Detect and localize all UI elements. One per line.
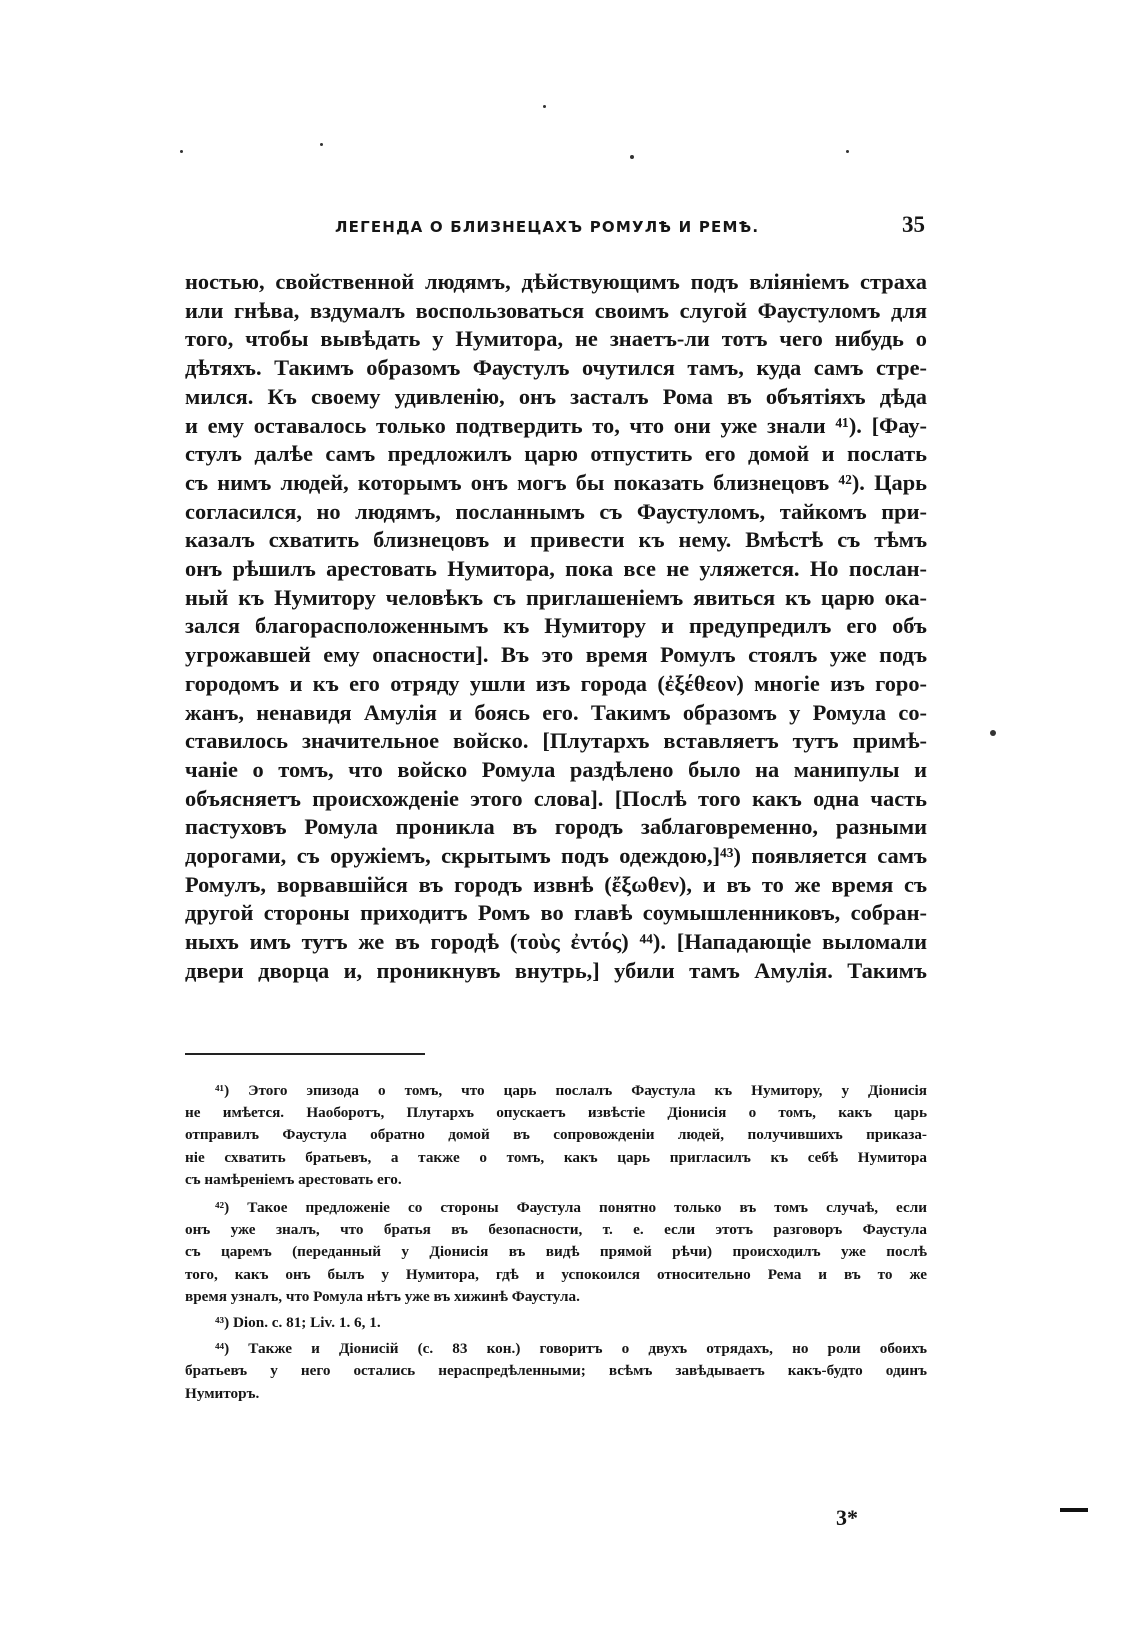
text-line: ставилось значительное войско. [Плутархъ вставляетъ тутъ примѣ- — [185, 728, 927, 754]
footnote-line: ніе схватить братьевъ, а также о томъ, какъ царь пригласилъ къ себѣ Нумитора — [185, 1148, 927, 1166]
scan-speck — [846, 150, 849, 153]
text-line: ныхъ имъ тутъ же въ городѣ (τοὺς ἐντός) ⁴⁴). [Нападающіе выломали — [185, 929, 927, 955]
text-line: городомъ и къ его отряду ушли изъ города (ἐξέθεον) многіе изъ горо- — [185, 670, 927, 696]
text-line: ностью, свойственной людямъ, дѣйствующимъ подъ вліяніемъ страха — [185, 269, 927, 294]
text-line: и ему оставалось только подтвердить то, что они уже знали ⁴¹). [Фау- — [185, 412, 927, 438]
text-line: съ нимъ людей, которымъ онъ могъ бы показать близнецовъ ⁴²). Царь — [185, 469, 927, 495]
footnote-line: того, какъ онъ былъ у Нумитора, гдѣ и успокоился относительно Рема и въ то же — [185, 1265, 927, 1283]
text-line: жанъ, ненавидя Амулія и боясь его. Такимъ образомъ у Ромула со- — [185, 699, 927, 725]
text-line: или гнѣва, вздумалъ воспользоваться своимъ слугой Фаустуломъ для — [185, 297, 927, 323]
page-number: 35 — [902, 212, 925, 237]
text-line: чаніе о томъ, что войско Ромула раздѣлено было на манипулы и — [185, 756, 927, 782]
footnote-line: съ царемъ (переданный у Діонисія въ видѣ прямой рѣчи) происходилъ уже послѣ — [185, 1243, 927, 1261]
scan-speck — [630, 155, 634, 159]
text-line: онъ рѣшилъ арестовать Нумитора, пока все не уляжется. Но послан- — [185, 556, 927, 582]
footnote-line: отправилъ Фаустула обратно домой въ сопровожденіи людей, получившихъ приказа- — [185, 1126, 927, 1144]
footnote-41 — [185, 1080, 927, 1191]
footnote-line: время узналъ, что Ромула нѣтъ уже въ хижинѣ Фаустула. — [185, 1287, 580, 1305]
text-line: объясняетъ происхожденіе этого слова]. [Послѣ того какъ одна часть — [185, 785, 927, 811]
text-line: Ромулъ, ворвавшійся въ городъ извнѣ (ἔξωθεν), и въ то же время съ — [185, 871, 927, 897]
running-title: ЛЕГЕНДА О БЛИЗНЕЦАХЪ РОМУЛѢ И РЕМѢ. — [335, 218, 760, 236]
text-line: мился. Къ своему удивленію, онъ засталъ Рома въ объятіяхъ дѣда — [185, 383, 927, 409]
footnote-line: Нумиторъ. — [185, 1384, 260, 1402]
footnote-43 — [185, 1312, 927, 1334]
footnote-line: онъ уже зналъ, что братья въ безопасности, т. е. если этотъ разговоръ Фаустула — [185, 1221, 927, 1239]
footnote-line: ⁴³) Dion. c. 81; Liv. 1. 6, 1. — [215, 1314, 381, 1332]
scan-speck — [543, 105, 546, 108]
text-line: ный къ Нумитору человѣкъ съ приглашеніемъ явиться къ царю ока- — [185, 584, 927, 610]
footnote-line: ⁴²) Такое предложеніе со стороны Фаустула понятно только въ томъ случаѣ, если — [215, 1199, 927, 1217]
text-line: стулъ далѣе самъ предложилъ царю отпустить его домой и послать — [185, 441, 927, 467]
footnote-line: братьевъ у него остались нераспредѣленными; всѣмъ завѣдываетъ какъ-будто одинъ — [185, 1362, 927, 1380]
scan-speck — [180, 150, 183, 153]
scan-mark — [1060, 1508, 1088, 1512]
scan-speck — [320, 143, 323, 146]
text-line: угрожавшей ему опасности]. Въ это время Ромулъ стоялъ уже подъ — [185, 642, 927, 668]
text-line: другой стороны приходитъ Ромъ во главѣ соумышленниковъ, собран- — [185, 900, 927, 926]
text-line: согласился, но людямъ, посланнымъ съ Фаустуломъ, тайкомъ при- — [185, 498, 927, 524]
scan-speck — [990, 730, 996, 736]
text-line: дорогами, съ оружіемъ, скрытымъ подъ одеждою,]⁴³) появляется самъ — [185, 843, 927, 869]
main-text — [185, 268, 927, 986]
text-line: пастуховъ Ромула проникла въ городъ заблаговременно, разными — [185, 814, 927, 840]
footnote-line: съ намѣреніемъ арестовать его. — [185, 1170, 402, 1188]
text-line: того, чтобы вывѣдать у Нумитора, не знаетъ-ли тотъ чего нибудь о — [185, 326, 927, 352]
footnote-divider — [185, 1053, 425, 1055]
footnote-line: не имѣется. Наоборотъ, Плутархъ опускаетъ извѣстіе Діонисія о томъ, какъ царь — [185, 1104, 927, 1122]
text-line: зался благорасположеннымъ къ Нумитору и предупредилъ его объ — [185, 613, 927, 639]
text-line: двери дворца и, проникнувъ внутрь,] убили тамъ Амулія. Такимъ — [185, 957, 927, 983]
footnotes — [185, 1080, 927, 1405]
page-header — [185, 212, 925, 246]
footnote-line: ⁴¹) Этого эпизода о томъ, что царь послалъ Фаустула къ Нумитору, у Діонисія — [215, 1082, 927, 1099]
text-line: дѣтяхъ. Такимъ образомъ Фаустулъ очутился тамъ, куда самъ стре- — [185, 355, 927, 381]
footnote-line: ⁴⁴) Также и Діонисій (c. 83 кон.) говоритъ о двухъ отрядахъ, но роли обоихъ — [215, 1340, 927, 1358]
footnote-44 — [185, 1338, 927, 1405]
signature-mark: 3* — [836, 1505, 858, 1530]
footnote-42 — [185, 1197, 927, 1308]
text-line: казалъ схватить близнецовъ и привести къ нему. Вмѣстѣ съ тѣмъ — [185, 527, 927, 553]
